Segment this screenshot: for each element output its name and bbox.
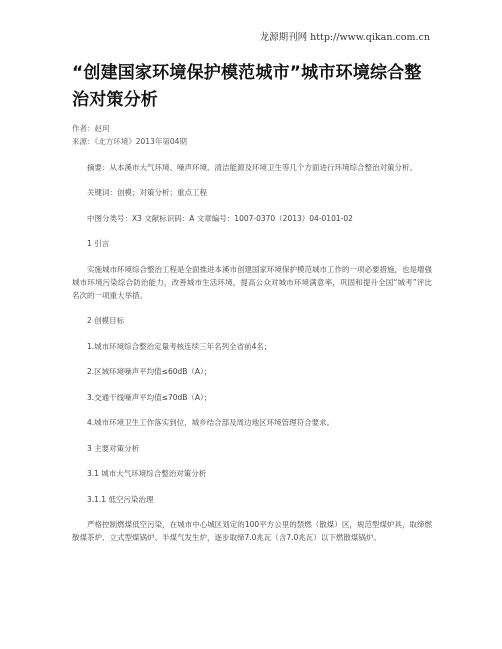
source-line: 来源：《北方环境》2013年第04期 (72, 137, 187, 146)
section-3-1-1-heading: 3.1.1 低空污染治理 (87, 494, 154, 504)
article-meta (72, 122, 432, 148)
article-body (72, 148, 432, 544)
author-line: 作者：赵珂 (72, 124, 110, 133)
section-3-heading: 3 主要对策分析 (87, 443, 140, 453)
section-3-1-heading: 3.1 城市大气环境综合整治对策分析 (87, 469, 207, 478)
article (72, 60, 432, 544)
goal-item-2: 2.区域环境噪声平均值≤60dB（A）； (87, 367, 212, 376)
section-1-text: 实施城市环境综合整治工程是全面推进本溪市创建国家环境保护模范城市工作的一项必要措施，也是增强城市环境污染综合防治能力，改善城市生活环境，提高公众对城市环境满意率，巩固和提升全国“城考”评比名次的一项重大举措。 (72, 264, 432, 300)
keywords: 关键词：创模；对策分析；重点工程 (87, 188, 207, 197)
classification: 中图分类号：X3 文献标识码：A 文章编号：1007-0370（2013）04-0101-02 (87, 213, 353, 223)
section-1-heading: 1 引言 (87, 239, 110, 248)
site-header[interactable]: 龙源期刊网 http://www.qikan.com.cn (259, 32, 430, 43)
article-title: “创建国家环境保护模范城市”城市环境综合整治对策分析 (72, 63, 422, 110)
goal-item-4: 4.城市环境卫生工作落实到位，城乡结合部及周边地区环境管理符合要求。 (87, 418, 335, 427)
goal-item-1: 1.城市环境综合整治定量考核连续三年名列全省前4名； (87, 341, 272, 351)
goal-item-3: 3.交通干线噪声平均值≤70dB（A）； (87, 392, 212, 402)
abstract: 摘要：从本溪市大气环境、噪声环境、清洁能源及环境卫生等几个方面进行环境综合整治对策分析。 (87, 162, 417, 172)
section-3-1-1-text: 严格控制燃煤低空污染，在城市中心城区划定的100平方公里的禁燃（散煤）区，规范型煤炉具，取缔燃散煤茶炉、立式型煤锅炉、半煤气发生炉，逐步取缔7.0兆瓦（含7.0兆瓦）以下燃散煤锅炉。 (72, 520, 432, 542)
section-2-heading: 2 创模目标 (87, 316, 125, 325)
